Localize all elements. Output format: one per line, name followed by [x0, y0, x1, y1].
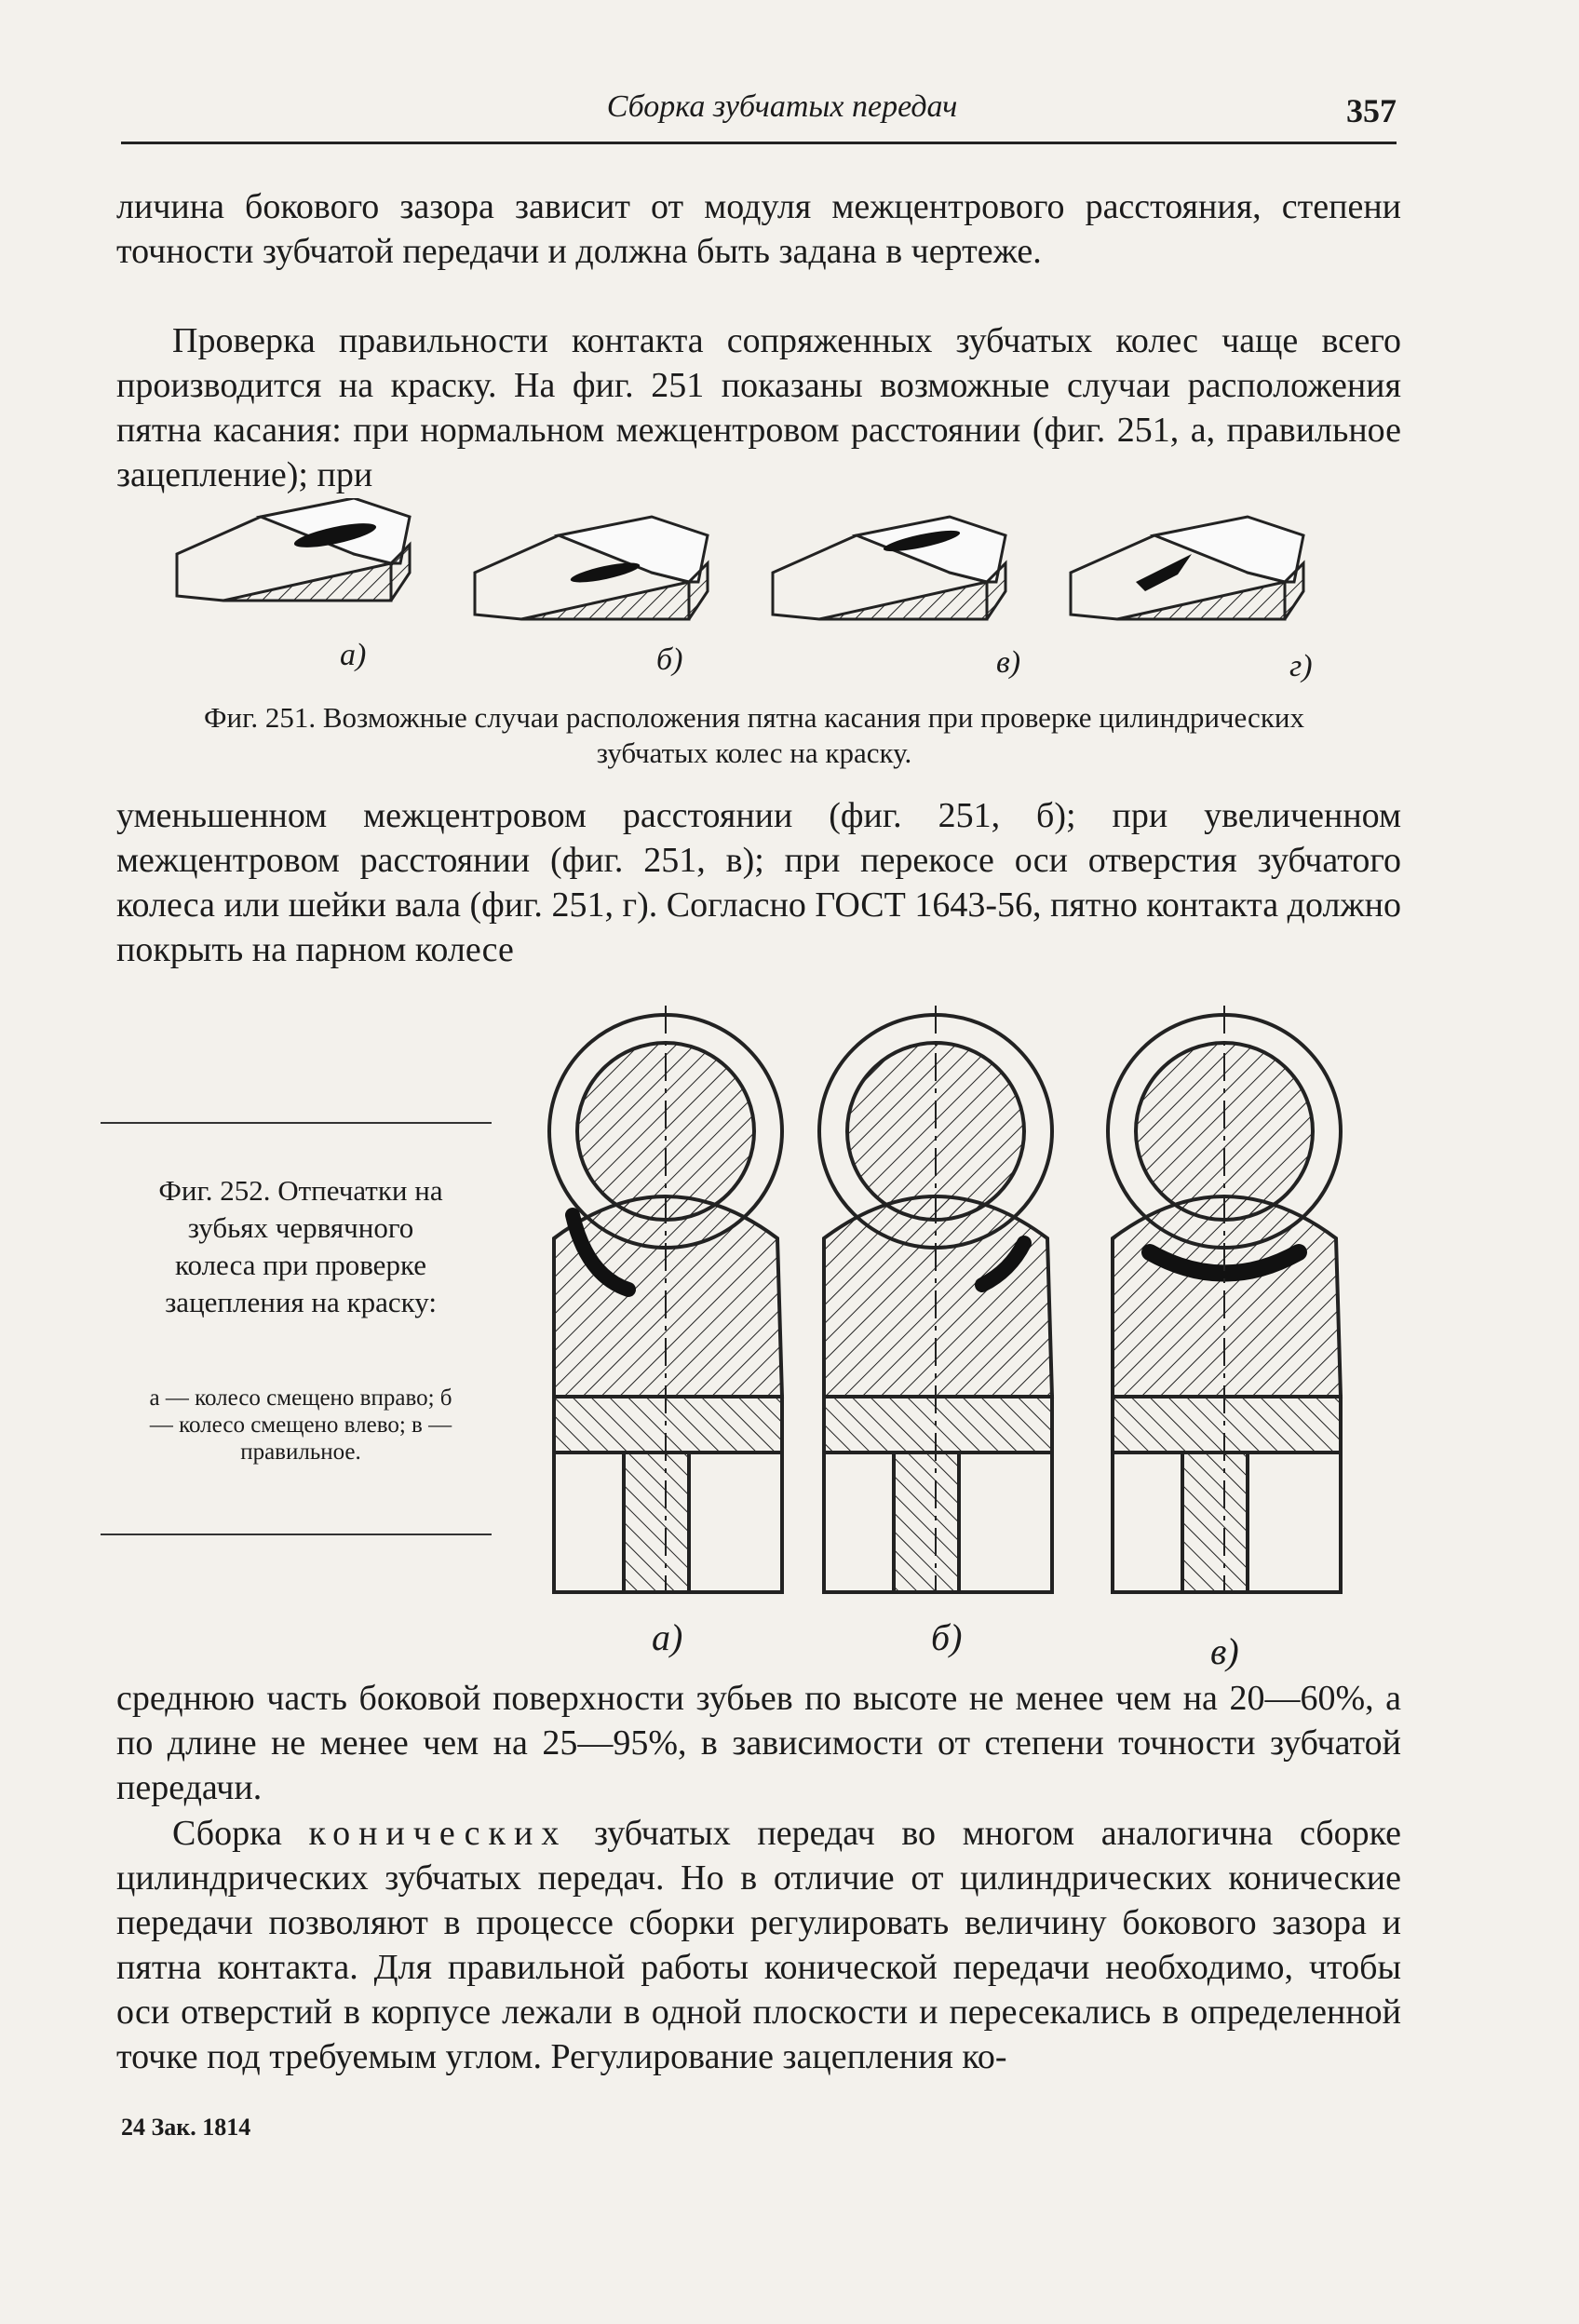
fig252-label-b: б) — [931, 1616, 963, 1658]
figure-251 — [158, 498, 1369, 694]
running-title: Сборка зубчатых передач — [606, 89, 958, 124]
paragraph-3: уменьшенном межцентровом расстоянии (фиг. 251, б); при увеличенном межцентровом расстоянии (фиг. 251, в); при перекосе оси отверстия зубчатого колеса или шейки вала (фиг. 251, г). Согласно ГОСТ 1643-56, пятно контакта должно покрыть на парном колесе — [116, 796, 1401, 969]
fig251-label-b: б) — [656, 642, 683, 677]
fig252-label-c: в) — [1210, 1630, 1239, 1672]
worm-section-a — [549, 1006, 782, 1592]
figure-252-caption: Фиг. 252. Отпечатки на зубьях червячного колеса при проверке зацепления на краску: — [158, 1174, 443, 1318]
worm-section-b — [819, 1006, 1052, 1592]
fig251-label-c: в) — [996, 645, 1021, 680]
fig251-label-d: г) — [1289, 649, 1313, 683]
printer-signature: 24 Зак. 1814 — [121, 2114, 251, 2141]
tooth-c — [773, 517, 1005, 619]
paragraph-1: личина бокового зазора зависит от модуля межцентрового расстояния, степени точности зубчатой передачи и должна быть задана в чертеже. — [116, 187, 1401, 271]
contact-patch-d — [1136, 554, 1192, 591]
worm-section-c — [1108, 1006, 1341, 1592]
page-header — [121, 86, 1397, 144]
page-number: 357 — [1346, 92, 1397, 129]
paragraph-5-start: Сборка — [172, 1814, 309, 1853]
tooth-b — [475, 517, 708, 619]
figure-251-caption: Фиг. 251. Возможные случаи расположения пятна касания при проверке цилиндрических зубчатых колес на краску. — [204, 701, 1304, 769]
paragraph-5 — [116, 1811, 1401, 2079]
paragraph-5-rest: зубчатых передач во многом аналогична сборке цилиндрических зубчатых передач. Но в отличие от цилиндрических конические передачи позволяют в процессе сборки регулировать величину бокового зазора и пятна контакта. Для правильной работы конической передачи необходимо, чтобы оси отверстий в корпусе лежали в одной плоскости и пересекались в определенной точке под требуемым углом. Регулирование зацепления ко- — [116, 1814, 1401, 2076]
paragraph-4: среднюю часть боковой поверхности зубьев по высоте не менее чем на 20—60%, а по длине не менее чем на 25—95%, в зависимости от степени точности зубчатой передачи. — [116, 1679, 1401, 1807]
paragraph-2: Проверка правильности контакта сопряженных зубчатых колес чаще всего производится на краску. На фиг. 251 показаны возможные случаи расположения пятна касания: при нормальном межцентровом расстоянии (фиг. 251, а, правильное зацепление); при — [116, 321, 1401, 494]
tooth-d — [1071, 517, 1303, 619]
figure-252-legend: а — колесо смещено вправо; б — колесо смещено влево; в — правильное. — [149, 1385, 452, 1465]
figure-252 — [512, 1006, 1369, 1611]
tooth-a — [177, 498, 410, 601]
figure-252-drawing — [512, 1006, 1369, 1611]
fig251-label-a: а) — [340, 638, 367, 672]
figure-252-caption-block — [101, 1122, 492, 1535]
paragraph-5-emphasis: конических — [308, 1814, 568, 1853]
contact-patch-b — [569, 559, 641, 586]
fig252-label-a: а) — [652, 1616, 683, 1658]
